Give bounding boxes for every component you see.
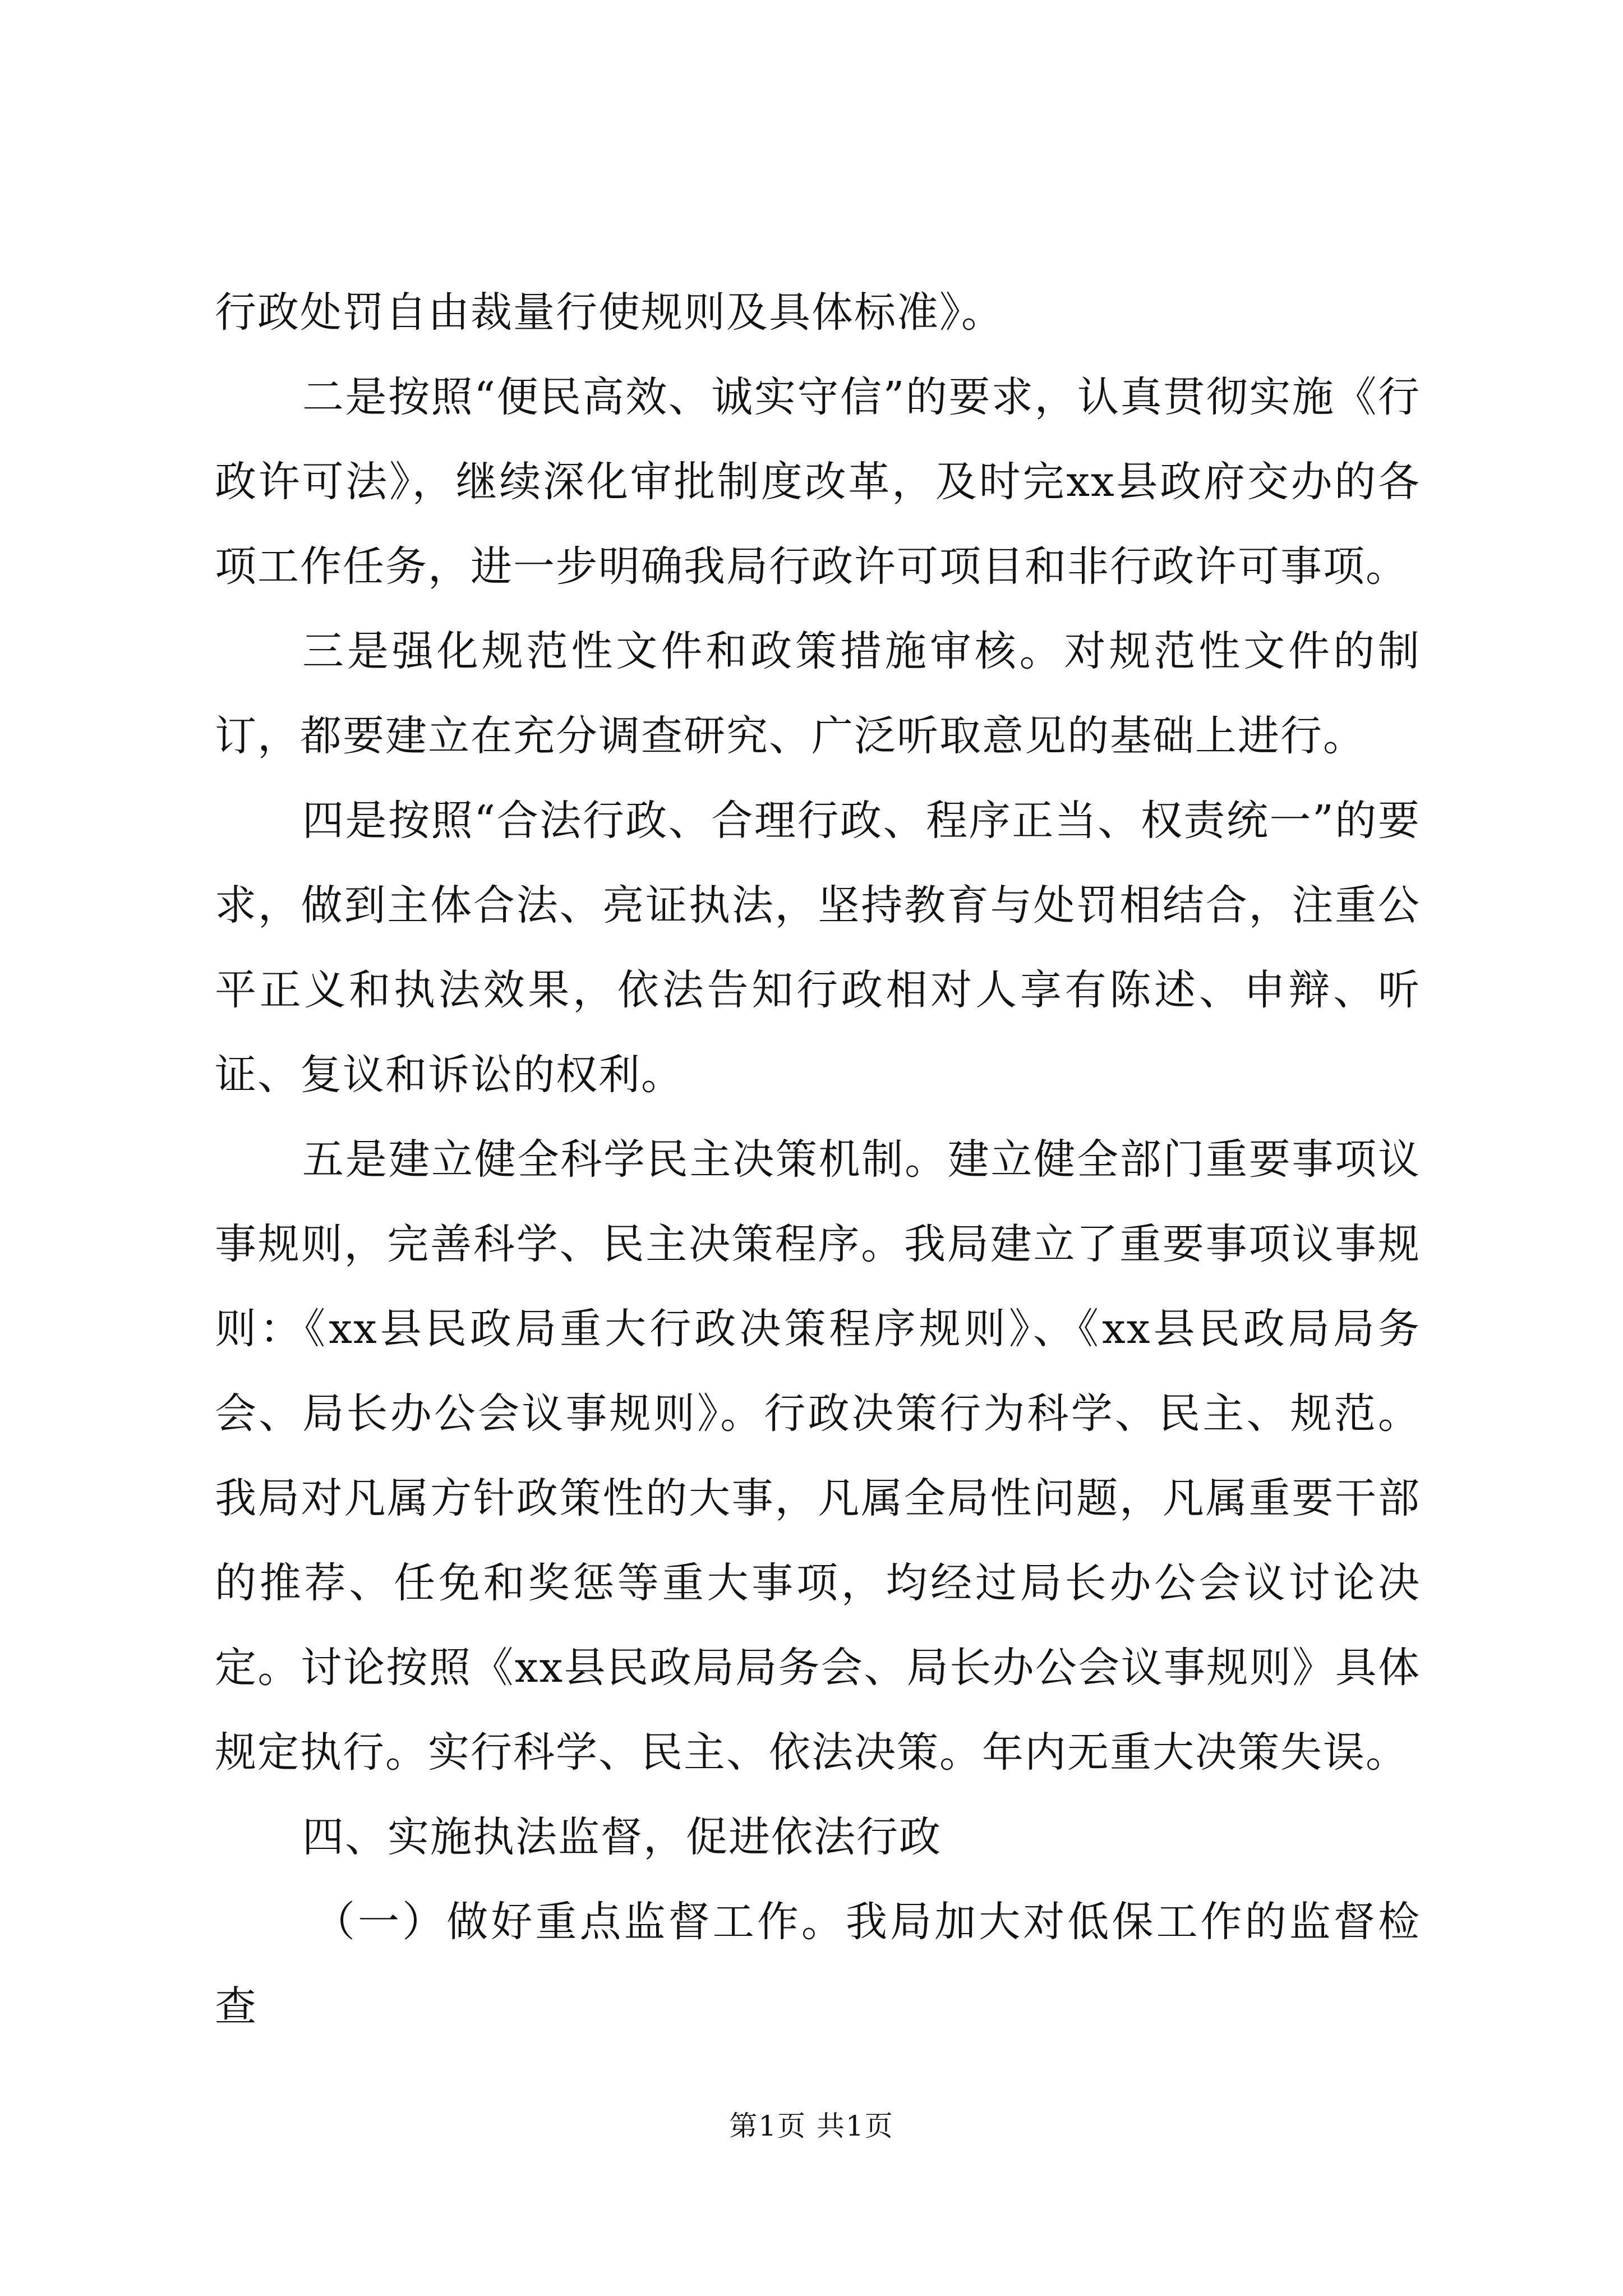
paragraph-item-four: 四是按照“合法行政、合理行政、程序正当、权责统一”的要求，做到主体合法、亮证执法，坚持教育与处罚相结合，注重公平正义和执法效果，依法告知行政相对人享有陈述、申辩、听证、复议和诉讼的权利。: [215, 797, 1421, 1099]
paragraph-item-five: 五是建立健全科学民主决策机制。建立健全部门重要事项议事规则，完善科学、民主决策程序。我局建立了重要事项议事规则：《xx县民政局重大行政决策程序规则》、《xx县民政局局务会、局长办公会议事规则》。行政决策行为科学、民主、规范。我局对凡属方针政策性的大事，凡属全局性问题，凡属重要干部的推荐、任免和奖惩等重大事项，均经过局长办公会议讨论决定。讨论按照《xx县民政局局务会、局长办公会议事规则》具体规定执行。实行科学、民主、依法决策。年内无重大决策失误。: [215, 1135, 1421, 1777]
paragraph-item-three: 三是强化规范性文件和政策措施审核。对规范性文件的制订，都要建立在充分调查研究、广泛听取意见的基础上进行。: [215, 627, 1421, 760]
subsection-paragraph: （一）做好重点监督工作。我局加大对低保工作的监督检查: [215, 1898, 1421, 2031]
page-footer: 第1页 共1页: [729, 2110, 894, 2142]
paragraph-continuation: 行政处罚自由裁量行使规则及具体标准》。: [215, 288, 1004, 337]
paragraph-item-two: 二是按照“便民高效、诚实守信”的要求，认真贯彻实施《行政许可法》，继续深化审批制度改革，及时完xx县政府交办的各项工作任务，进一步明确我局行政许可项目和非行政许可事项。: [215, 373, 1421, 591]
section-heading: 四、实施执法监督，促进依法行政: [302, 1813, 942, 1861]
document-body: [215, 270, 1421, 2049]
